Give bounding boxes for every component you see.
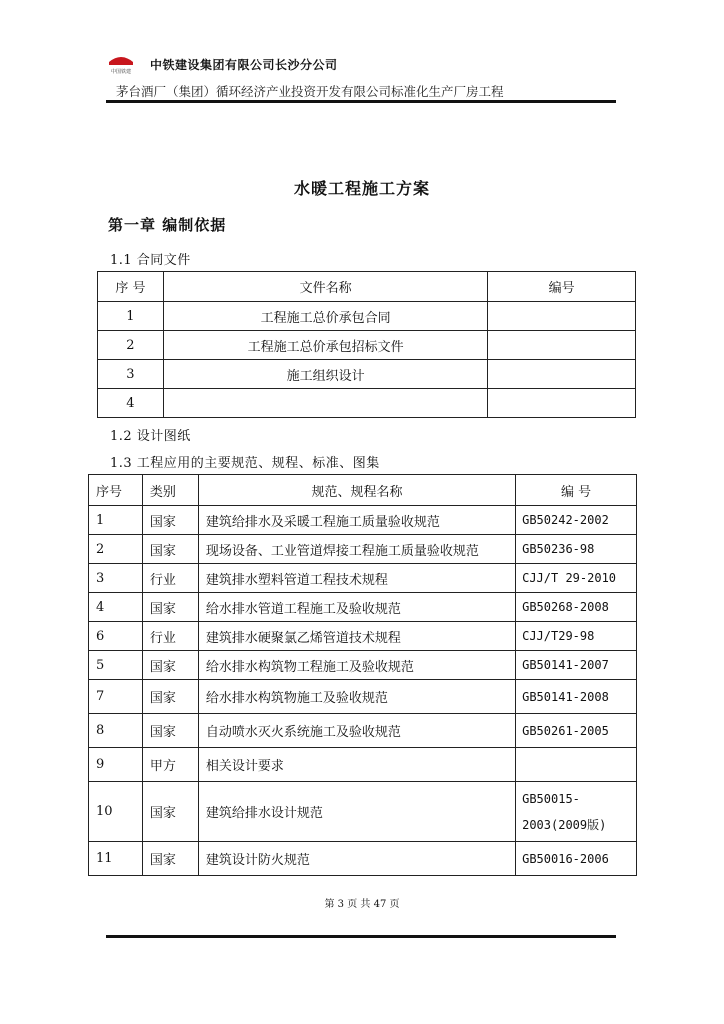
cell-code: CJJ/T 29-2010	[516, 564, 637, 593]
section-1-2: 1.2 设计图纸	[110, 429, 191, 444]
cell-code: GB50141-2008	[516, 680, 637, 714]
cell-name: 建筑设计防火规范	[198, 842, 515, 876]
cell-code: GB50141-2007	[516, 651, 637, 680]
section-1-3: 1.3 工程应用的主要规范、规程、标准、图集	[110, 456, 380, 471]
cell-name: 建筑排水塑料管道工程技术规程	[198, 564, 515, 593]
header-cell: 类别	[142, 475, 198, 506]
table-header-row	[98, 272, 636, 302]
header-cell: 编 号	[516, 475, 637, 506]
document-title: 水暖工程施工方案	[293, 179, 430, 198]
header-cell: 编号	[488, 272, 636, 302]
cell-no: 5	[89, 651, 143, 680]
cell-code: GB50268-2008	[516, 593, 637, 622]
cell-name: 工程施工总价承包合同	[163, 302, 487, 331]
crcc-logo-icon	[106, 52, 136, 76]
cell-no: 8	[89, 714, 143, 748]
cell-name: 建筑排水硬聚氯乙烯管道技术规程	[198, 622, 515, 651]
table-row	[89, 506, 637, 535]
cell-code: GB50236-98	[516, 535, 637, 564]
cell-code	[488, 389, 636, 418]
cell-no: 4	[98, 389, 164, 418]
table-header-row	[89, 475, 637, 506]
cell-no: 6	[89, 622, 143, 651]
cell-name: 自动喷水灭火系统施工及验收规范	[198, 714, 515, 748]
cell-name: 建筑给排水设计规范	[198, 782, 515, 842]
cell-name: 现场设备、工业管道焊接工程施工质量验收规范	[198, 535, 515, 564]
cell-code: GB50242-2002	[516, 506, 637, 535]
table-row	[98, 302, 636, 331]
chapter-heading: 第一章 编制依据	[108, 216, 227, 234]
cell-type: 国家	[142, 680, 198, 714]
cell-name: 给水排水管道工程施工及验收规范	[198, 593, 515, 622]
cell-type: 国家	[142, 714, 198, 748]
cell-code: GB50015-2003(2009版)	[516, 782, 637, 842]
cell-no: 4	[89, 593, 143, 622]
cell-type: 国家	[142, 842, 198, 876]
cell-no: 2	[98, 331, 164, 360]
cell-code	[488, 360, 636, 389]
cell-no: 3	[98, 360, 164, 389]
section-1-1: 1.1 合同文件	[110, 253, 191, 268]
cell-type: 行业	[142, 564, 198, 593]
cell-no: 7	[89, 680, 143, 714]
cell-name: 给水排水构筑物施工及验收规范	[198, 680, 515, 714]
cell-no: 9	[89, 748, 143, 782]
cell-type: 国家	[142, 535, 198, 564]
table-row	[89, 622, 637, 651]
table-row	[89, 680, 637, 714]
cell-no: 11	[89, 842, 143, 876]
cell-name: 工程施工总价承包招标文件	[163, 331, 487, 360]
header-cell: 规范、规程名称	[198, 475, 515, 506]
table-row	[89, 564, 637, 593]
page-number: 第 3 页 共 47 页	[324, 899, 400, 910]
cell-code	[488, 331, 636, 360]
table-row	[89, 651, 637, 680]
header-company	[106, 52, 338, 76]
company-logo	[106, 52, 136, 76]
footer-rule	[106, 935, 616, 938]
cell-code	[488, 302, 636, 331]
table-row	[89, 842, 637, 876]
header-cell: 文件名称	[163, 272, 487, 302]
header-cell: 序 号	[98, 272, 164, 302]
table-row	[98, 389, 636, 418]
cell-code: GB50016-2006	[516, 842, 637, 876]
spec-table	[88, 474, 637, 876]
cell-name: 建筑给排水及采暖工程施工质量验收规范	[198, 506, 515, 535]
cell-type: 国家	[142, 506, 198, 535]
header-cell: 序号	[89, 475, 143, 506]
company-name: 中铁建设集团有限公司长沙分公司	[150, 57, 338, 72]
cell-name: 施工组织设计	[163, 360, 487, 389]
cell-type: 国家	[142, 651, 198, 680]
cell-type: 甲方	[142, 748, 198, 782]
cell-type: 行业	[142, 622, 198, 651]
cell-code: CJJ/T29-98	[516, 622, 637, 651]
cell-no: 10	[89, 782, 143, 842]
cell-no: 2	[89, 535, 143, 564]
cell-name: 相关设计要求	[198, 748, 515, 782]
contract-table	[97, 271, 636, 418]
table-row	[98, 360, 636, 389]
table-row	[89, 748, 637, 782]
cell-no: 3	[89, 564, 143, 593]
table-row	[98, 331, 636, 360]
cell-name	[163, 389, 487, 418]
table-row	[89, 593, 637, 622]
cell-type: 国家	[142, 593, 198, 622]
cell-code: GB50261-2005	[516, 714, 637, 748]
project-name: 茅台酒厂（集团）循环经济产业投资开发有限公司标准化生产厂房工程	[116, 84, 504, 99]
cell-type: 国家	[142, 782, 198, 842]
svg-text:中国铁建: 中国铁建	[110, 69, 132, 75]
cell-name: 给水排水构筑物工程施工及验收规范	[198, 651, 515, 680]
cell-no: 1	[98, 302, 164, 331]
header-rule	[106, 100, 616, 103]
cell-no: 1	[89, 506, 143, 535]
table-row	[89, 782, 637, 842]
cell-code	[516, 748, 637, 782]
table-row	[89, 714, 637, 748]
table-row	[89, 535, 637, 564]
